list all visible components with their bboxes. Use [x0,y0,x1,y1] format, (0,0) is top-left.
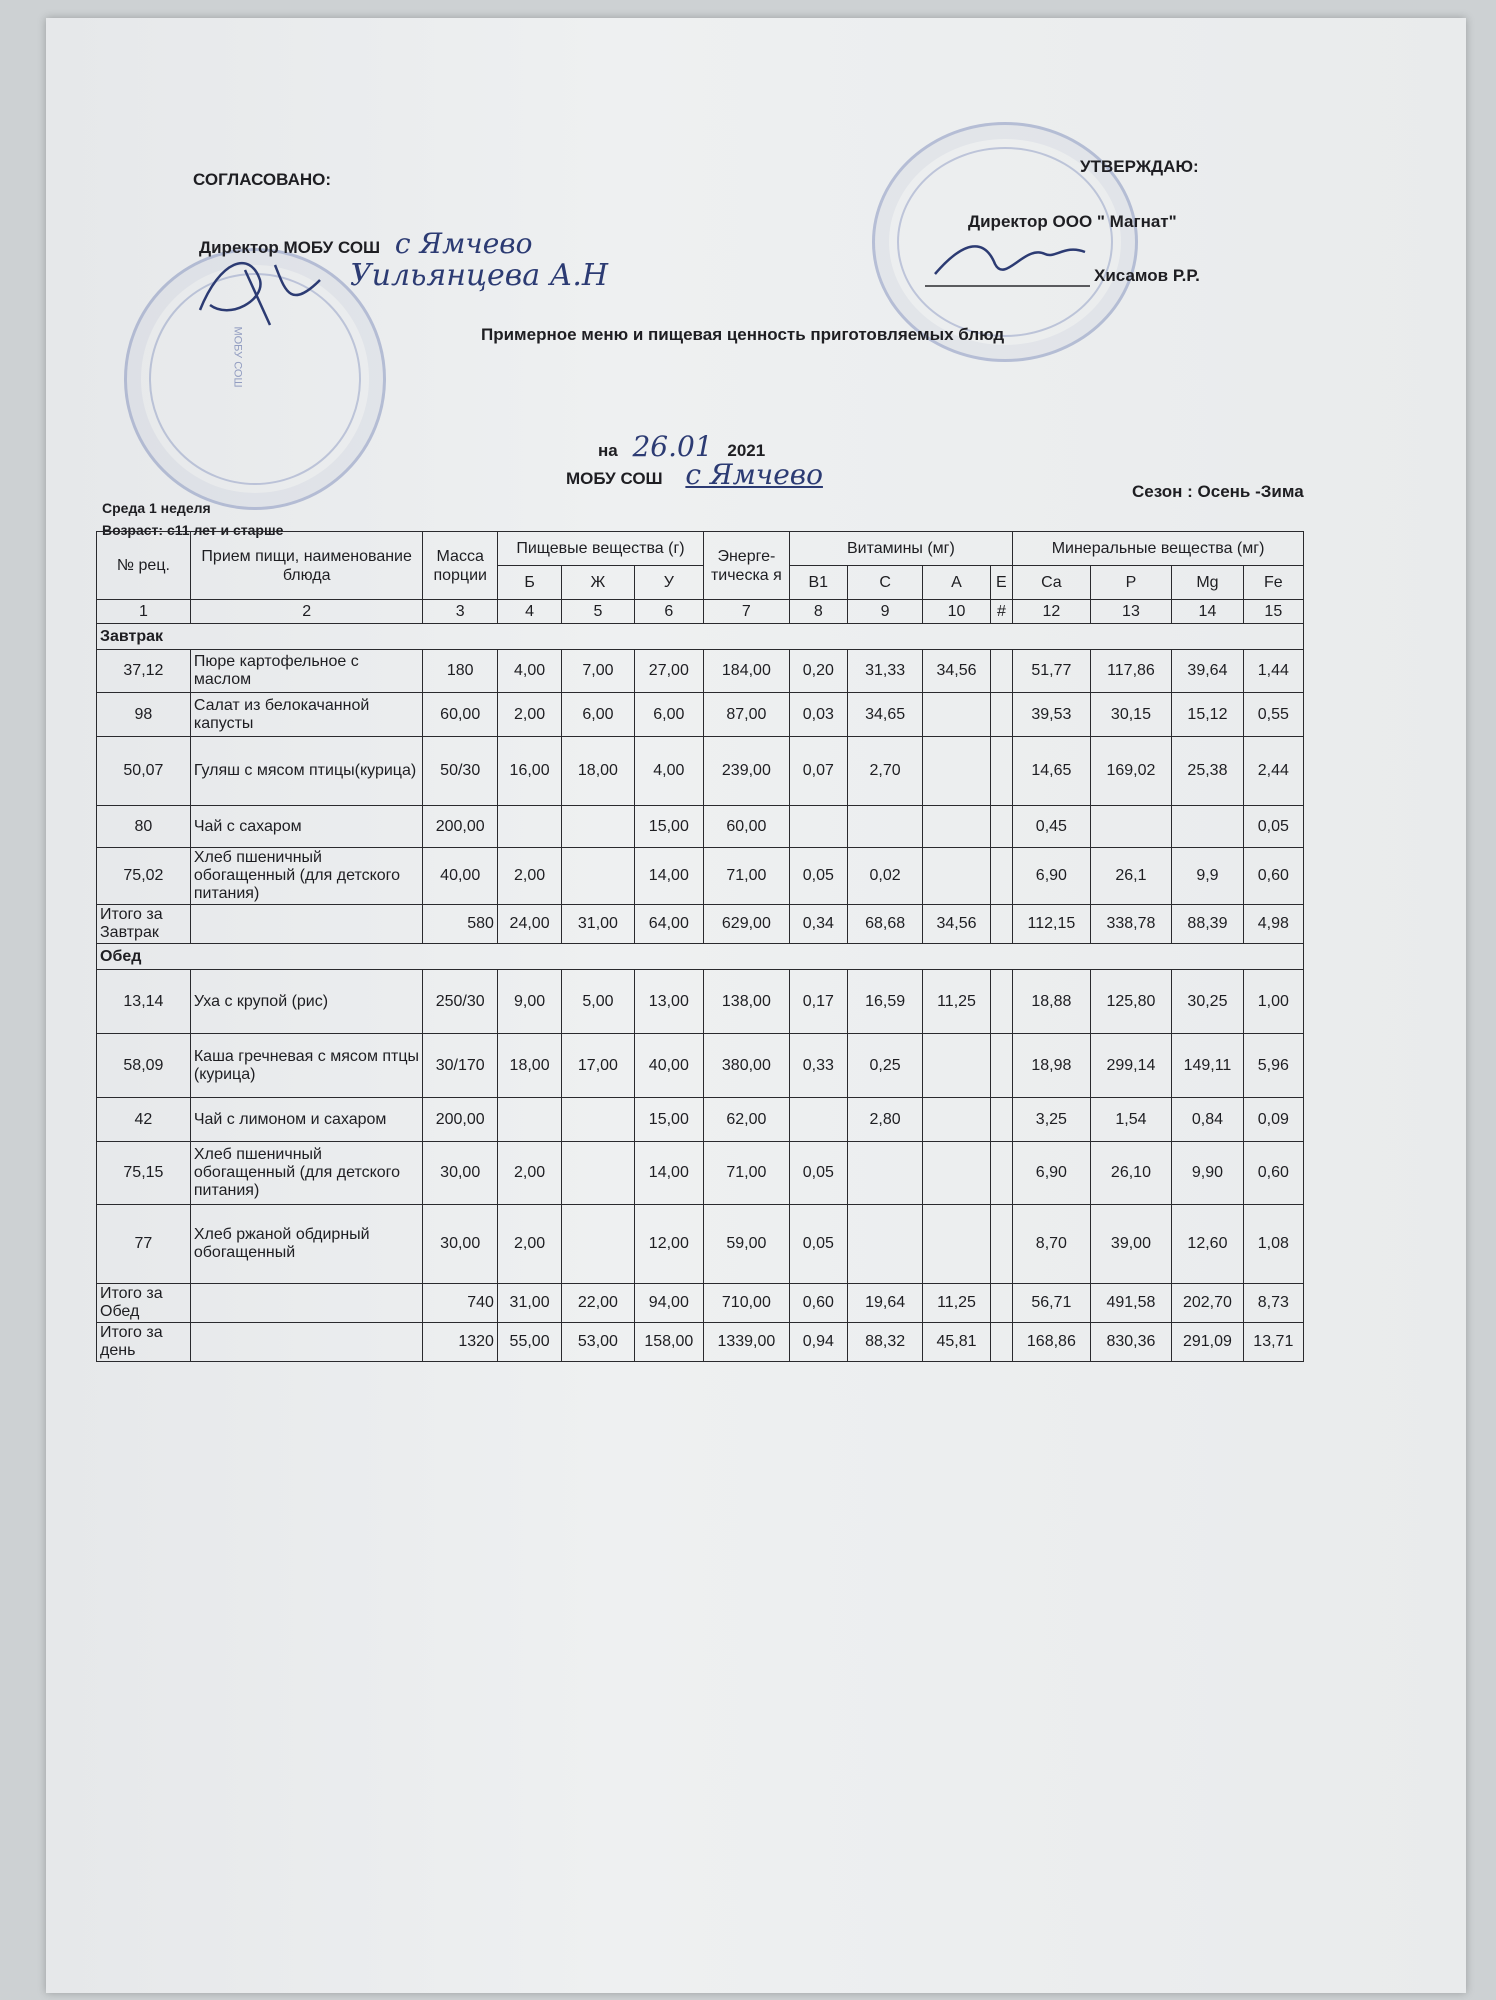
table-cell: 39,64 [1172,650,1243,693]
dish-name-cell: Чай с лимоном и сахаром [190,1098,423,1142]
left-director-line: Директор МОБУ СОШ с Ямчево [199,227,533,260]
table-cell: 0,03 [789,693,847,737]
column-number-row [97,600,1304,624]
table-cell: 13,71 [1243,1323,1303,1362]
col-num: 4 [497,600,561,624]
table-cell: 71,00 [704,1142,790,1205]
table-cell: 158,00 [634,1323,703,1362]
table-cell [923,848,990,905]
table-row [97,806,1304,848]
document-title: Примерное меню и пищевая ценность приготовляемых блюд [481,325,1005,344]
table-cell: 30,15 [1090,693,1172,737]
age-label: Возраст: с11 лет и старше [102,522,284,538]
round-stamp-left: МОБУ СОШ [124,248,386,510]
table-cell: 55,00 [497,1323,561,1362]
col-num: 1 [97,600,191,624]
table-cell [789,806,847,848]
table-cell [923,806,990,848]
table-cell: 12,00 [634,1205,703,1284]
table-cell: 2,80 [847,1098,922,1142]
left-school-handwritten: с Ямчево [394,227,533,260]
table-cell: 62,00 [704,1098,790,1142]
table-cell [990,737,1012,806]
col-a: A [923,566,990,600]
table-cell: 0,45 [1013,806,1091,848]
table-cell: 88,32 [847,1323,922,1362]
day-total-row-mass: 1320 [423,1323,497,1362]
col-b1: B1 [789,566,847,600]
table-cell: 200,00 [423,806,497,848]
col-vitamins: Витамины (мг) [789,532,1012,566]
table-row [97,1034,1304,1098]
table-row [97,737,1304,806]
table-cell: 19,64 [847,1284,922,1323]
table-cell: 710,00 [704,1284,790,1323]
table-cell: 50/30 [423,737,497,806]
col-rec-no: № рец. [97,532,191,600]
col-mass: Масса порции [423,532,497,600]
table-cell: 1,54 [1090,1098,1172,1142]
dish-name-cell: Гуляш с мясом птицы(курица) [190,737,423,806]
table-cell: 0,55 [1243,693,1303,737]
recipe-number-cell: 75,02 [97,848,191,905]
table-cell: 0,02 [847,848,922,905]
recipe-number-cell: 37,12 [97,650,191,693]
recipe-number-cell: 80 [97,806,191,848]
col-num: 5 [562,600,634,624]
table-cell [923,1142,990,1205]
recipe-number-cell: 75,15 [97,1142,191,1205]
table-cell: 291,09 [1172,1323,1243,1362]
table-cell [1172,806,1243,848]
dish-name-cell: Салат из белокачанной капусты [190,693,423,737]
table-cell: 0,20 [789,650,847,693]
table-cell: 4,98 [1243,905,1303,944]
table-cell: 15,00 [634,1098,703,1142]
table-cell [847,806,922,848]
table-cell [562,806,634,848]
col-c: C [847,566,922,600]
lunch-header-row-label: Обед [97,944,1304,970]
col-num: 7 [704,600,790,624]
col-nutrients: Пищевые вещества (г) [497,532,703,566]
table-cell: 200,00 [423,1098,497,1142]
table-cell: 18,88 [1013,970,1091,1034]
table-cell: 380,00 [704,1034,790,1098]
lunch-total-row-label: Итого за Обед [97,1284,191,1323]
table-cell [923,737,990,806]
table-cell: 31,33 [847,650,922,693]
table-cell [923,1205,990,1284]
table-cell: 30,00 [423,1205,497,1284]
school-handwritten: с Ямчево [685,458,823,491]
col-u: У [634,566,703,600]
left-signature-name: Уильянцева А.Н [350,258,609,293]
table-cell: 250/30 [423,970,497,1034]
lunch-total-row-mass: 740 [423,1284,497,1323]
table-cell: 17,00 [562,1034,634,1098]
table-cell: 31,00 [497,1284,561,1323]
recipe-number-cell: 58,09 [97,1034,191,1098]
table-cell [190,905,423,944]
table-cell: 24,00 [497,905,561,944]
table-cell: 299,14 [1090,1034,1172,1098]
table-cell: 14,65 [1013,737,1091,806]
recipe-number-cell: 42 [97,1098,191,1142]
table-cell: 138,00 [704,970,790,1034]
table-cell: 0,60 [1243,1142,1303,1205]
breakfast-total-row [97,905,1304,944]
breakfast-header-row [97,624,1304,650]
table-cell: 4,00 [497,650,561,693]
table-cell: 39,53 [1013,693,1091,737]
table-cell [990,848,1012,905]
breakfast-total-row-label: Итого за Завтрак [97,905,191,944]
col-ca: Ca [1013,566,1091,600]
recipe-number-cell: 13,14 [97,970,191,1034]
table-cell: 7,00 [562,650,634,693]
table-cell: 0,05 [789,848,847,905]
table-cell [190,1284,423,1323]
col-fe: Fe [1243,566,1303,600]
date-line: на 26.01 2021 [598,430,766,463]
lunch-total-row [97,1284,1304,1323]
table-cell [789,1098,847,1142]
table-cell: 3,25 [1013,1098,1091,1142]
table-cell [990,970,1012,1034]
table-cell [847,1142,922,1205]
table-cell: 0,05 [789,1142,847,1205]
table-cell: 4,00 [634,737,703,806]
table-cell: 12,60 [1172,1205,1243,1284]
table-cell: 0,17 [789,970,847,1034]
table-cell: 8,70 [1013,1205,1091,1284]
table-cell [847,1205,922,1284]
table-cell: 2,00 [497,1142,561,1205]
col-p: P [1090,566,1172,600]
table-cell: 30,25 [1172,970,1243,1034]
table-cell [497,806,561,848]
table-cell: 39,00 [1090,1205,1172,1284]
table-cell: 22,00 [562,1284,634,1323]
table-cell: 1339,00 [704,1323,790,1362]
table-cell: 112,15 [1013,905,1091,944]
col-minerals: Минеральные вещества (мг) [1013,532,1304,566]
col-zh: Ж [562,566,634,600]
table-cell [990,905,1012,944]
table-row [97,848,1304,905]
table-cell: 0,05 [1243,806,1303,848]
table-cell: 34,56 [923,650,990,693]
table-cell [923,1098,990,1142]
table-cell: 64,00 [634,905,703,944]
table-cell: 1,44 [1243,650,1303,693]
table-cell: 16,00 [497,737,561,806]
col-num: 6 [634,600,703,624]
table-cell: 15,12 [1172,693,1243,737]
col-num: 14 [1172,600,1243,624]
day-label: Среда 1 неделя [102,500,211,516]
right-director-line: Директор ООО " Магнат" [968,212,1177,231]
table-cell: 0,05 [789,1205,847,1284]
table-cell: 14,00 [634,1142,703,1205]
table-cell: 15,00 [634,806,703,848]
table-cell: 68,68 [847,905,922,944]
dish-name-cell: Хлеб пшеничный обогащенный (для детского питания) [190,1142,423,1205]
col-num: # [990,600,1012,624]
table-cell: 168,86 [1013,1323,1091,1362]
left-signature [190,250,340,330]
season-label: Сезон : Осень -Зима [1132,482,1304,501]
table-cell: 18,00 [562,737,634,806]
table-cell: 34,65 [847,693,922,737]
table-cell: 59,00 [704,1205,790,1284]
table-row [97,693,1304,737]
table-cell: 26,10 [1090,1142,1172,1205]
table-cell: 88,39 [1172,905,1243,944]
table-cell [990,1284,1012,1323]
table-cell: 5,00 [562,970,634,1034]
table-cell: 0,34 [789,905,847,944]
table-cell: 60,00 [704,806,790,848]
col-num: 8 [789,600,847,624]
dish-name-cell: Каша гречневая с мясом птцы (курица) [190,1034,423,1098]
table-cell: 2,00 [497,848,561,905]
table-cell: 0,25 [847,1034,922,1098]
table-cell [923,693,990,737]
table-cell [990,1034,1012,1098]
table-row [97,1098,1304,1142]
table-cell: 0,33 [789,1034,847,1098]
recipe-number-cell: 77 [97,1205,191,1284]
table-cell [497,1098,561,1142]
lunch-header-row [97,944,1304,970]
table-cell: 239,00 [704,737,790,806]
table-row [97,970,1304,1034]
table-cell: 71,00 [704,848,790,905]
table-cell: 30,00 [423,1142,497,1205]
table-cell: 0,84 [1172,1098,1243,1142]
table-cell: 13,00 [634,970,703,1034]
table-row [97,1142,1304,1205]
table-cell [990,1142,1012,1205]
table-cell: 6,90 [1013,848,1091,905]
lunch-section [97,944,1304,1323]
approved-label: СОГЛАСОВАНО: [193,170,332,189]
table-cell: 18,00 [497,1034,561,1098]
col-num: 3 [423,600,497,624]
table-cell: 2,00 [497,693,561,737]
table-cell: 53,00 [562,1323,634,1362]
breakfast-total-row-mass: 580 [423,905,497,944]
col-num: 2 [190,600,423,624]
table-cell: 30/170 [423,1034,497,1098]
table-cell [562,1142,634,1205]
table-row [97,650,1304,693]
date-handwritten: 26.01 [632,430,713,463]
table-cell: 2,44 [1243,737,1303,806]
table-cell: 27,00 [634,650,703,693]
dish-name-cell: Хлеб пшеничный обогащенный (для детского питания) [190,848,423,905]
table-cell: 184,00 [704,650,790,693]
table-cell: 2,70 [847,737,922,806]
table-cell [990,1205,1012,1284]
table-cell [990,1323,1012,1362]
table-cell [190,1323,423,1362]
table-cell: 0,60 [1243,848,1303,905]
table-cell: 117,86 [1090,650,1172,693]
table-cell: 1,08 [1243,1205,1303,1284]
approve-label: УТВЕРЖДАЮ: [1080,157,1199,176]
breakfast-header-row-label: Завтрак [97,624,1304,650]
table-cell: 6,00 [562,693,634,737]
col-b: Б [497,566,561,600]
table-cell: 16,59 [847,970,922,1034]
table-cell: 51,77 [1013,650,1091,693]
col-e: E [990,566,1012,600]
table-cell [562,1098,634,1142]
col-num: 9 [847,600,922,624]
table-cell: 830,36 [1090,1323,1172,1362]
table-cell: 0,60 [789,1284,847,1323]
dish-name-cell: Пюре картофельное с маслом [190,650,423,693]
col-num: 12 [1013,600,1091,624]
table-cell: 629,00 [704,905,790,944]
table-cell: 14,00 [634,848,703,905]
table-cell: 6,90 [1013,1142,1091,1205]
table-cell: 60,00 [423,693,497,737]
table-cell: 11,25 [923,1284,990,1323]
table-cell: 1,00 [1243,970,1303,1034]
table-cell: 169,02 [1090,737,1172,806]
col-mg: Mg [1172,566,1243,600]
school-line: МОБУ СОШ с Ямчево [566,458,823,491]
table-cell: 9,9 [1172,848,1243,905]
table-cell: 338,78 [1090,905,1172,944]
table-cell: 34,56 [923,905,990,944]
table-cell [562,1205,634,1284]
col-num: 10 [923,600,990,624]
table-cell: 5,96 [1243,1034,1303,1098]
table-cell: 0,09 [1243,1098,1303,1142]
breakfast-section [97,624,1304,944]
table-cell: 40,00 [423,848,497,905]
table-cell: 9,90 [1172,1142,1243,1205]
recipe-number-cell: 50,07 [97,737,191,806]
table-cell: 491,58 [1090,1284,1172,1323]
table-cell: 45,81 [923,1323,990,1362]
day-total-row-label: Итого за день [97,1323,191,1362]
table-cell: 149,11 [1172,1034,1243,1098]
table-cell: 6,00 [634,693,703,737]
table-cell: 56,71 [1013,1284,1091,1323]
col-num: 15 [1243,600,1303,624]
table-cell [923,1034,990,1098]
table-cell: 180 [423,650,497,693]
nutrition-table [96,531,1304,1362]
col-meal: Прием пищи, наименование блюда [190,532,423,600]
col-num: 13 [1090,600,1172,624]
table-cell [562,848,634,905]
table-cell [990,1098,1012,1142]
table-cell: 94,00 [634,1284,703,1323]
dish-name-cell: Чай с сахаром [190,806,423,848]
table-cell: 87,00 [704,693,790,737]
table-cell: 40,00 [634,1034,703,1098]
table-cell: 18,98 [1013,1034,1091,1098]
table-cell [990,806,1012,848]
day-total-row [97,1323,1304,1362]
day-total-section [97,1323,1304,1362]
table-cell: 9,00 [497,970,561,1034]
table-cell: 0,07 [789,737,847,806]
table-cell: 11,25 [923,970,990,1034]
dish-name-cell: Уха с крупой (рис) [190,970,423,1034]
table-cell: 125,80 [1090,970,1172,1034]
table-cell: 31,00 [562,905,634,944]
col-energy: Энерге-тическа я [704,532,790,600]
right-director-name: Хисамов Р.Р. [1094,266,1200,285]
table-cell: 2,00 [497,1205,561,1284]
recipe-number-cell: 98 [97,693,191,737]
table-cell [990,693,1012,737]
right-signature [925,234,1095,294]
table-cell [1090,806,1172,848]
table-cell: 8,73 [1243,1284,1303,1323]
table-cell [990,650,1012,693]
table-cell: 202,70 [1172,1284,1243,1323]
table-row [97,1205,1304,1284]
table-cell: 26,1 [1090,848,1172,905]
table-cell: 25,38 [1172,737,1243,806]
dish-name-cell: Хлеб ржаной обдирный обогащенный [190,1205,423,1284]
table-cell: 0,94 [789,1323,847,1362]
